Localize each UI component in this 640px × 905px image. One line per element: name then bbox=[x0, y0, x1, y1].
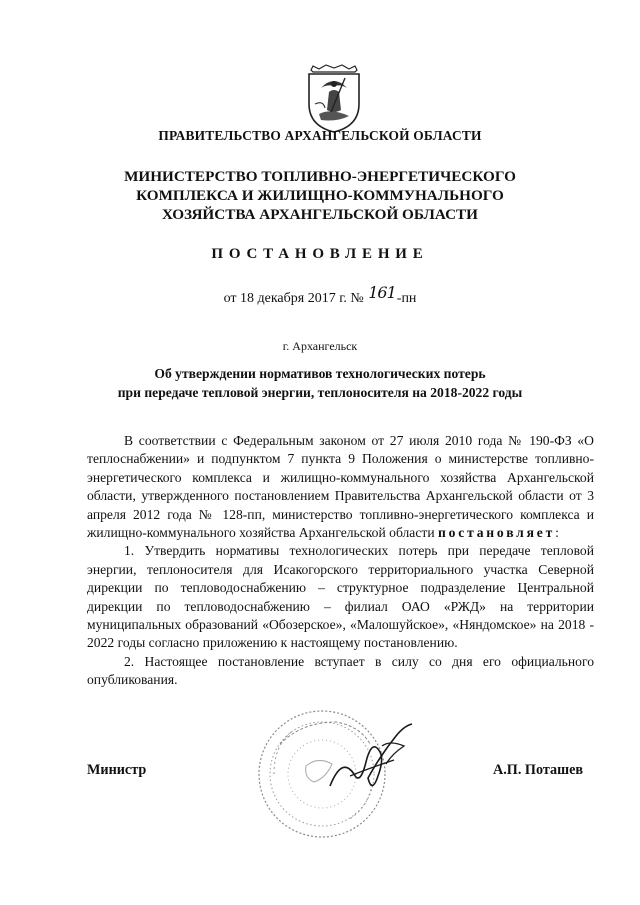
title-line: Об утверждении нормативов технологических потерь bbox=[154, 366, 486, 381]
ministry-line: КОМПЛЕКСА И ЖИЛИЩНО-КОММУНАЛЬНОГО bbox=[136, 187, 504, 204]
decree-verb: постановляет bbox=[438, 525, 556, 541]
ministry-line: МИНИСТЕРСТВО ТОПЛИВНО-ЭНЕРГЕТИЧЕСКОГО bbox=[124, 168, 516, 185]
document-number: 161 bbox=[368, 283, 396, 302]
paragraph-item-1: 1. Утвердить нормативы технологических потерь при передаче тепловой энергии, теплоносителя для Исакогорского территориального участка Северной дирекции по тепловодоснабжению – структурное подразделение Центральной дирекции по тепловодоснабжению – филиал ОАО «РЖД» на территории муниципальных образований «Обозерское», «Малошуйское», «Няндомское» на 2018 - 2022 годы согласно приложению к настоящему постановлению. bbox=[87, 543, 594, 651]
document-title bbox=[0, 364, 640, 402]
document-type: ПОСТАНОВЛЕНИЕ bbox=[211, 246, 429, 262]
ministry-line: ХОЗЯЙСТВА АРХАНГЕЛЬСКОЙ ОБЛАСТИ bbox=[162, 206, 478, 223]
archangel-coat-of-arms-icon bbox=[301, 64, 367, 134]
paragraph-item-2: 2. Настоящее постановление вступает в силу со дня его официального опубликования. bbox=[87, 653, 594, 688]
date-prefix: от 18 декабря 2017 г. № bbox=[223, 291, 364, 306]
title-line: при передаче тепловой энергии, теплоносителя на 2018-2022 годы bbox=[117, 385, 523, 400]
government-name: ПРАВИТЕЛЬСТВО АРХАНГЕЛЬСКОЙ ОБЛАСТИ bbox=[158, 128, 482, 143]
signatory-name: А.П. Поташев bbox=[493, 762, 584, 778]
handwritten-signature bbox=[320, 716, 420, 800]
signatory-position: Министр bbox=[87, 762, 147, 778]
date-line bbox=[0, 283, 640, 307]
city: г. Архангельск bbox=[282, 339, 358, 353]
date-suffix: -пн bbox=[396, 291, 417, 306]
paragraph-preamble: В соответствии с Федеральным законом от 27 июля 2010 года № 190-ФЗ «О теплоснабжении» и подпунктом 7 пункта 9 Положения о министерстве топливно-энергетического комплекса и жилищно-коммунального хозяйства Архангельской области, утвержденного постановлением Правительства Архангельской области от 3 апреля 2012 года № 128-пп, министерство топливно-энергетического комплекса и жилищно-коммунального хозяйства Архангельской области постановляет: bbox=[87, 433, 594, 541]
ministry-name bbox=[0, 167, 640, 224]
document-body bbox=[87, 432, 594, 690]
